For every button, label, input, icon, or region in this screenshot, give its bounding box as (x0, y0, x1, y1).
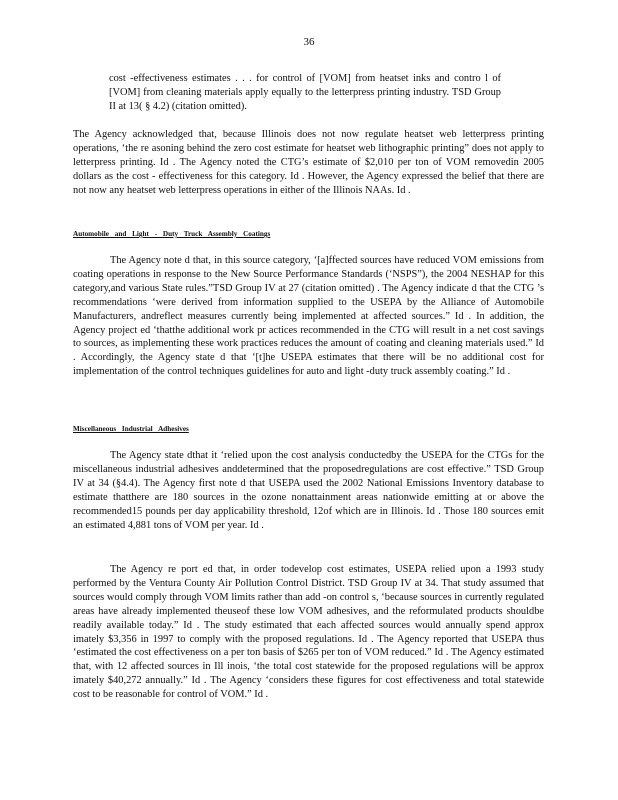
paragraph-adhesives-1: The Agency state dthat it ‘relied upon the cost analysis conductedby the USEPA for the CTGs for the miscellaneous industrial adhesives anddetermined that the proposedregulations are cost effective.” TSD Group IV at 34 (§4.4). The Agency first note d that USEPA used the 2002 National Emissions Inventory database to estimate thatthere are 180 sources in the ozone nonattainment areas nationwide emitting at or above the recommended15 pounds per day applicability threshold, 12of which are in Illinois. Id . Those 180 sources emit an estimated 4,881 tons of VOM per year. Id . (73, 450, 544, 531)
section-heading-automobile: Automobile and Light - Duty Truck Assembly Coatings (73, 230, 271, 238)
paragraph-letterpress: The Agency acknowledged that, because Illinois does not now regulate heatset web letterpress printing operations, ‘the re asoning behind the zero cost estimate for heatset web lithographic printing” does not apply to letterpress printing. Id . The Agency noted the CTG’s estimate of $2,010 per ton of VOM removedin 2005 dollars as the cost - effectiveness for this category. Id . However, the Agency expressed the belief that there are not now any heatset web letterpress operations in either of the Illinois NAAs. Id . (73, 129, 544, 196)
page-number: 36 (303, 36, 315, 48)
paragraph-adhesives-2: The Agency re port ed that, in order todevelop cost estimates, USEPA relied upon a 1993 study performed by the Ventura County Air Pollution Control District. TSD Group IV at 34. That study assumed that sources would comply through VOM limits rather than add -on control s, ‘because sources in currently regulated areas have already implemented theuseof these low VOM adhesives, and the reformulated products shouldbe readily available today.” Id . The study estimated that each affected sources would annually spend approx imately $3,356 in 1997 to comply with the proposed regulations. Id . The Agency reported that USEPA thus ‘estimated the cost effectiveness on a per ton basis of $265 per ton of VOM reduced.” Id . The Agency estimated that, with 12 affected sources in Ill inois, ‘the total cost statewide for the proposed regulations will be approx imately $40,272 annually.” Id . The Agency ‘considers these figures for cost effectiveness and total statewide cost to be reasonable for control of VOM.” Id . (73, 564, 544, 701)
paragraph-automobile: The Agency note d that, in this source category, ‘[a]ffected sources have reduced VOM emissions from coating operations in response to the New Source Performance Standards (‘NSPS”), the 2004 NESHAP for this category,and various State rules.”TSD Group IV at 27 (citation omitted) . The Agency indicate d that the CTG ’s recommendations ‘were derived from information supplied to the USEPA by the Alliance of Automobile Manufacturers, andreflect measures currently being implemented at affected sources.” Id . In addition, the Agency project ed ‘thatthe additional work pr actices recommended in the CTG will result in a net cost savings to sources, as implementing these work practices reduces the amount of coating and cleaning materials used.” Id . Accordingly, the Agency state d that ‘[t]he USEPA estimates that there will be no additional cost for implementation of the control techniques guidelines for auto and light -duty truck assembly coating.” Id . (73, 255, 544, 378)
block-quote: cost -effectiveness estimates . . . for control of [VOM] from heatset inks and contro l of [VOM] from cleaning materials apply equally to the letterpress printing industry. TSD Group II at 13( § 4.2) (citation omitted). (109, 73, 501, 112)
section-heading-adhesives: Miscellaneous Industrial Adhesives (73, 425, 189, 433)
